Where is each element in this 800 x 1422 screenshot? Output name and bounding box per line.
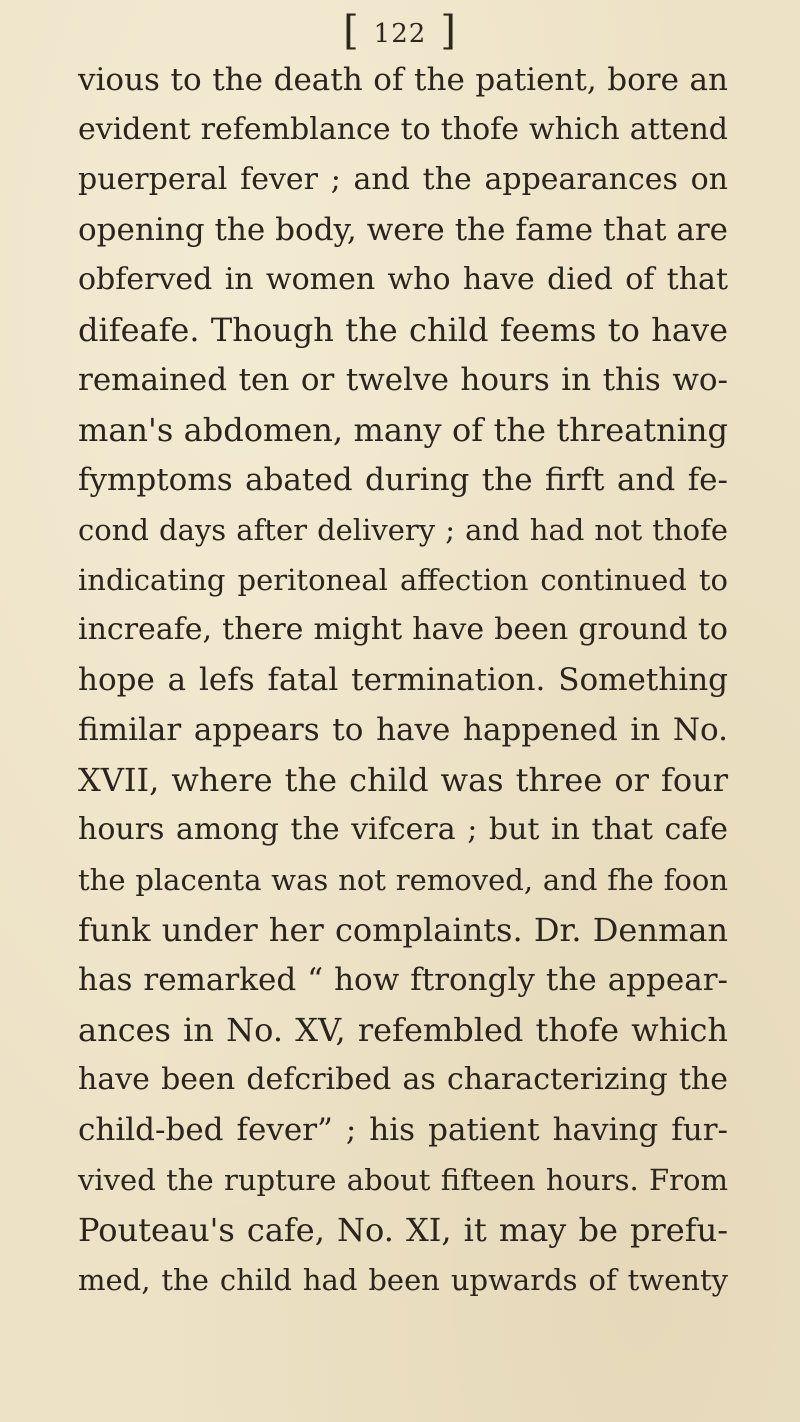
text-line: vived the rupture about fifteen hours. From xyxy=(78,1163,728,1197)
text-line: fymptoms abated during the firft and fe- xyxy=(78,462,728,498)
text-line: child-bed fever” ; his patient having fur- xyxy=(78,1112,728,1148)
text-line: funk under her complaints. Dr. Denman xyxy=(78,911,728,949)
text-line: have been defcribed as characterizing the xyxy=(78,1062,728,1097)
text-line: med, the child had been upwards of twenty xyxy=(78,1263,728,1297)
text-line: the placenta was not removed, and fhe foon xyxy=(78,863,728,897)
text-line: XVII, where the child was three or four xyxy=(78,761,728,799)
text-line: fimilar appears to have happened in No. xyxy=(78,712,728,748)
text-line: remained ten or twelve hours in this wo- xyxy=(78,362,728,398)
page-number: 122 xyxy=(373,19,427,49)
text-line: vious to the death of the patient, bore an xyxy=(78,62,728,98)
text-line: has remarked “ how ftrongly the appear- xyxy=(78,962,728,998)
text-line: indicating peritoneal affection continued to xyxy=(78,563,728,597)
text-line: ances in No. XV, refembled thofe which xyxy=(78,1011,728,1049)
text-line: puerperal fever ; and the appearances on xyxy=(78,162,728,197)
text-line: obferved in women who have died of that xyxy=(78,262,728,297)
text-line: man's abdomen, many of the threatning xyxy=(78,411,728,449)
text-line: cond days after delivery ; and had not thofe xyxy=(78,513,728,547)
text-line: difeafe. Though the child feems to have xyxy=(78,311,728,349)
text-line: opening the body, were the fame that are xyxy=(78,212,728,248)
header-bracket-open: [ xyxy=(343,8,360,54)
header-bracket-close: ] xyxy=(440,8,457,54)
text-line: hope a lefs fatal termination. Something xyxy=(78,662,728,698)
text-line: hours among the vifcera ; but in that cafe xyxy=(78,812,728,847)
text-line: increafe, there might have been ground to xyxy=(78,612,728,647)
text-line: evident refemblance to thofe which attend xyxy=(78,112,728,147)
page-header xyxy=(0,6,800,59)
text-line: Pouteau's cafe, No. XI, it may be prefu- xyxy=(78,1211,728,1249)
